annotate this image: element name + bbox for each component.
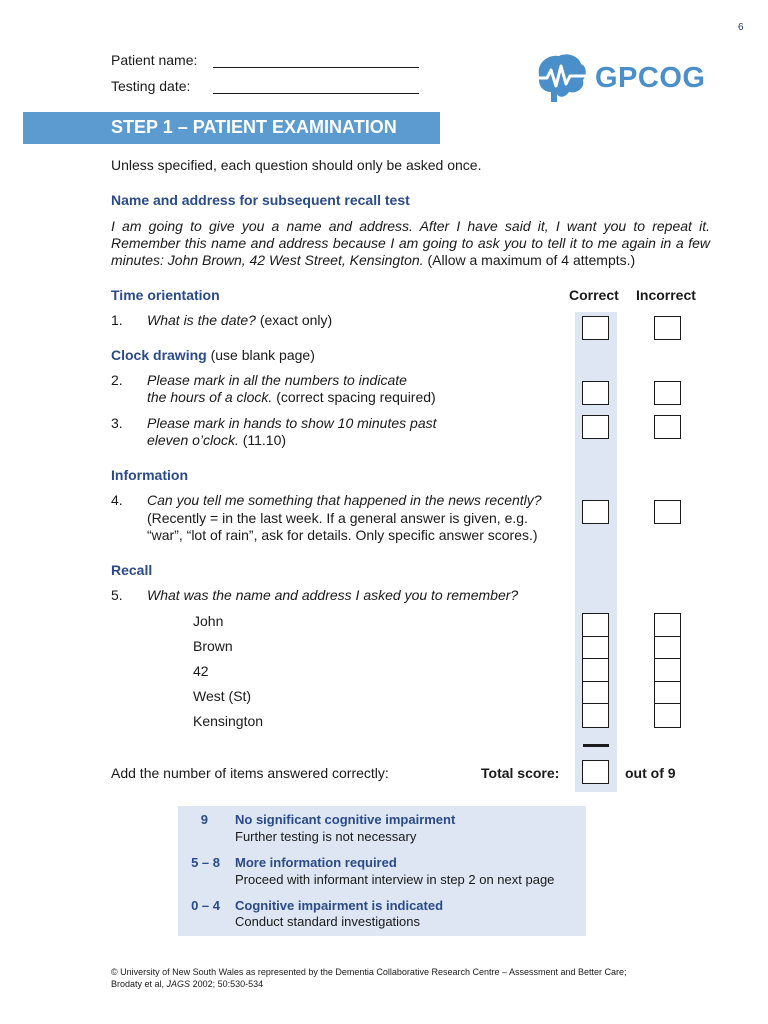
recall-instruction-italic: I am going to give you a name and address. After I have said it, I want you to repeat it. Remember this name and address because I am going to ask you to tell it to me again in a few minutes: John Brown, 42 West Street, Kensington. — [111, 218, 710, 268]
score-range-5-8: 5 – 8 — [191, 855, 220, 870]
q3-line2-italic: eleven o’clock. — [147, 432, 239, 448]
recall-42-incorrect-checkbox[interactable] — [655, 659, 680, 682]
q2-correct-checkbox[interactable] — [582, 381, 609, 405]
recall-correct-checkboxes[interactable] — [582, 613, 609, 728]
logo-text: GPCOG — [595, 61, 706, 94]
q1-correct-checkbox[interactable] — [582, 316, 609, 340]
score-title-5-8: More information required — [235, 855, 397, 870]
score-range-9: 9 — [200, 812, 208, 827]
page-number: 6 — [738, 22, 744, 33]
recall-item-john: John — [193, 613, 224, 629]
copyright-footer — [111, 966, 627, 990]
q4-incorrect-checkbox[interactable] — [654, 500, 681, 524]
total-out-of: out of 9 — [625, 765, 676, 781]
recall-west-incorrect-checkbox[interactable] — [655, 682, 680, 705]
recall-brown-correct-checkbox[interactable] — [583, 637, 608, 660]
recall-kensington-correct-checkbox[interactable] — [583, 704, 608, 727]
clock-drawing-heading-row — [111, 347, 315, 363]
recall-west-correct-checkbox[interactable] — [583, 682, 608, 705]
q4-question: Can you tell me something that happened in the news recently? — [147, 492, 542, 508]
recall-test-instruction — [111, 218, 710, 269]
q3-incorrect-checkbox[interactable] — [654, 415, 681, 439]
q5-question: What was the name and address I asked you to remember? — [147, 587, 519, 603]
sum-divider — [583, 744, 609, 747]
recall-instruction-note: (Allow a maximum of 4 attempts.) — [427, 252, 636, 268]
score-title-9: No significant cognitive impairment — [235, 812, 456, 827]
incorrect-column-header: Incorrect — [636, 287, 696, 303]
recall-test-heading: Name and address for subsequent recall test — [111, 192, 410, 208]
q3-line2-note: (11.10) — [242, 432, 287, 448]
recall-brown-incorrect-checkbox[interactable] — [655, 637, 680, 660]
clock-drawing-note: (use blank page) — [210, 347, 315, 363]
score-desc-0-4: Conduct standard investigations — [235, 914, 421, 929]
q1-text — [147, 312, 332, 328]
recall-item-42: 42 — [193, 663, 209, 679]
recall-item-west: West (St) — [193, 688, 252, 704]
recall-item-kensington: Kensington — [193, 713, 264, 729]
q1-incorrect-checkbox[interactable] — [654, 316, 681, 340]
score-desc-5-8: Proceed with informant interview in step 2 on next page — [235, 872, 555, 887]
testing-date-label: Testing date: — [111, 78, 191, 94]
recall-kensington-incorrect-checkbox[interactable] — [655, 704, 680, 727]
q2-line2-note: (correct spacing required) — [276, 389, 436, 405]
q3-line1: Please mark in hands to show 10 minutes past — [147, 415, 437, 431]
footer-journal: JAGS — [166, 979, 191, 989]
recall-incorrect-checkboxes[interactable] — [654, 613, 681, 728]
recall-item-brown: Brown — [193, 638, 233, 654]
total-score-box[interactable] — [582, 760, 609, 784]
q2-line1: Please mark in all the numbers to indicate — [147, 372, 407, 388]
patient-name-field[interactable] — [213, 67, 419, 68]
q3-line2 — [147, 432, 286, 448]
q3-number: 3. — [111, 415, 123, 431]
q4-line3: “war”, “lot of rain”, ask for details. Only specific answer scores.) — [147, 527, 538, 543]
information-heading: Information — [111, 467, 188, 483]
recall-heading: Recall — [111, 562, 153, 578]
q4-line2: (Recently = in the last week. If a general answer is given, e.g. — [147, 510, 528, 526]
q1-number: 1. — [111, 312, 123, 328]
total-score-label: Total score: — [481, 765, 560, 781]
footer-citation: 2002; 50:530-534 — [192, 979, 264, 989]
q3-correct-checkbox[interactable] — [582, 415, 609, 439]
q5-number: 5. — [111, 587, 123, 603]
footer-line1: © University of New South Wales as represented by the Dementia Collaborative Research Centre – Assessment and Better Care; — [111, 967, 627, 977]
total-instruction: Add the number of items answered correctly: — [111, 765, 389, 781]
score-desc-9: Further testing is not necessary — [235, 829, 417, 844]
footer-authors: Brodaty et al, — [111, 979, 165, 989]
testing-date-field[interactable] — [213, 93, 419, 94]
intro-text: Unless specified, each question should only be asked once. — [111, 157, 482, 173]
q1-note: (exact only) — [259, 312, 333, 328]
q2-number: 2. — [111, 372, 123, 388]
score-range-0-4: 0 – 4 — [191, 898, 220, 913]
q2-line2 — [147, 389, 436, 405]
recall-john-correct-checkbox[interactable] — [583, 614, 608, 637]
gpcog-logo — [533, 50, 708, 106]
footer-line2 — [111, 978, 627, 990]
q2-line2-italic: the hours of a clock. — [147, 389, 273, 405]
time-orientation-heading: Time orientation — [111, 287, 220, 303]
brain-pulse-icon — [533, 50, 589, 107]
correct-column-header: Correct — [569, 287, 619, 303]
q1-question: What is the date? — [147, 312, 256, 328]
patient-name-label: Patient name: — [111, 52, 198, 68]
q2-incorrect-checkbox[interactable] — [654, 381, 681, 405]
q4-number: 4. — [111, 492, 123, 508]
score-title-0-4: Cognitive impairment is indicated — [235, 898, 444, 913]
step-banner: STEP 1 – PATIENT EXAMINATION — [23, 112, 440, 144]
recall-42-correct-checkbox[interactable] — [583, 659, 608, 682]
clock-drawing-heading: Clock drawing — [111, 347, 207, 363]
recall-john-incorrect-checkbox[interactable] — [655, 614, 680, 637]
q4-correct-checkbox[interactable] — [582, 500, 609, 524]
